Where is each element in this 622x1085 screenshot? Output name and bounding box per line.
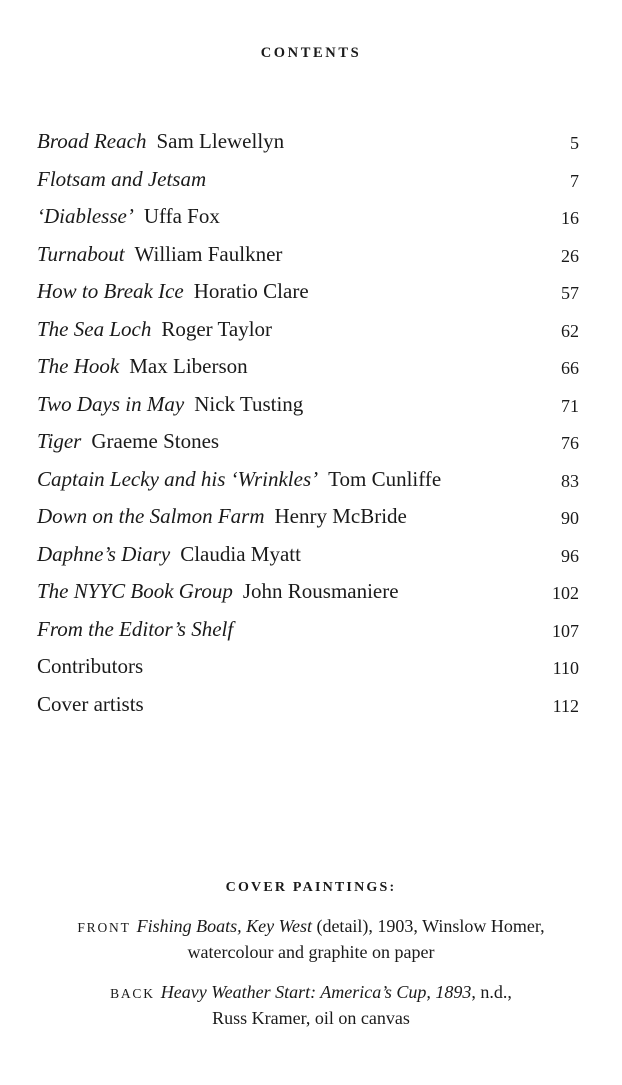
toc-entry[interactable] — [37, 500, 579, 538]
toc-entry[interactable] — [37, 350, 579, 388]
entry-author: Horatio Clare — [193, 279, 309, 303]
cover-paintings-heading: COVER PAINTINGS: — [225, 880, 397, 895]
entry-title: Tiger — [37, 429, 82, 453]
table-of-contents — [37, 125, 579, 725]
entry-page: 7 — [570, 170, 579, 191]
entry-title: Two Days in May — [37, 391, 185, 416]
entry-title: The NYYC Book Group — [37, 579, 233, 603]
entry-page: 71 — [561, 395, 579, 416]
entry-title: Daphne’s Diary — [37, 541, 171, 566]
entry-page: 110 — [552, 658, 579, 678]
entry-author: Claudia Myatt — [180, 541, 301, 566]
entry-author: Roger Taylor — [161, 316, 273, 341]
toc-entry[interactable] — [37, 613, 579, 651]
toc-entry[interactable] — [37, 238, 579, 276]
entry-page: 76 — [561, 433, 579, 453]
entry-title: Captain Lecky and his ‘Wrinkles’ — [37, 466, 319, 491]
toc-entry[interactable] — [37, 163, 579, 201]
entry-page: 90 — [561, 508, 579, 528]
entry-title: Flotsam and Jetsam — [37, 166, 207, 191]
entry-author: Contributors — [37, 654, 144, 678]
toc-entry[interactable] — [37, 463, 579, 501]
entry-title: Down on the Salmon Farm — [37, 504, 265, 528]
toc-entry[interactable] — [37, 313, 579, 351]
entry-author: Graeme Stones — [91, 429, 220, 453]
contents-heading: CONTENTS — [260, 45, 362, 61]
toc-entry[interactable] — [37, 425, 579, 463]
entry-author: Cover artists — [37, 691, 144, 716]
entry-page: 96 — [561, 545, 579, 566]
entry-page: 112 — [552, 695, 579, 716]
back-credit-line-1 — [0, 980, 622, 1006]
back-credit-details: , n.d., — [471, 982, 512, 1002]
entry-page: 66 — [561, 358, 579, 378]
toc-entry[interactable] — [37, 688, 579, 726]
entry-page: 26 — [561, 245, 579, 266]
back-painting-title: Heavy Weather Start: America’s Cup, 1893 — [160, 982, 472, 1002]
entry-author: Uffa Fox — [143, 204, 220, 228]
entry-title: The Hook — [37, 354, 120, 378]
front-cover-credit — [0, 914, 622, 964]
entry-page: 16 — [561, 208, 579, 228]
entry-title: Turnabout — [37, 241, 125, 266]
entry-author: Max Liberson — [129, 354, 248, 378]
back-credit-line-2: Russ Kramer, oil on canvas — [212, 1008, 410, 1028]
toc-entry[interactable] — [37, 275, 579, 313]
entry-author: Sam Llewellyn — [156, 129, 285, 153]
front-credit-details: (detail), 1903, Winslow Homer, — [311, 916, 545, 936]
entry-page: 5 — [570, 133, 579, 153]
toc-entry[interactable] — [37, 575, 579, 613]
front-label: FRONT — [77, 920, 131, 935]
front-credit-line-1 — [0, 914, 622, 940]
entry-title: ‘Diablesse’ — [37, 204, 134, 228]
entry-page: 62 — [561, 320, 579, 341]
toc-entry[interactable] — [37, 650, 579, 688]
entry-author: Nick Tusting — [194, 391, 304, 416]
back-label: BACK — [110, 986, 155, 1001]
toc-entry[interactable] — [37, 388, 579, 426]
entry-page: 102 — [552, 583, 579, 603]
toc-entry[interactable] — [37, 538, 579, 576]
toc-entry[interactable] — [37, 200, 579, 238]
entry-title: Broad Reach — [37, 129, 147, 153]
toc-entry[interactable] — [37, 125, 579, 163]
entry-page: 83 — [561, 470, 579, 491]
entry-author: William Faulkner — [134, 241, 283, 266]
entry-page: 107 — [552, 620, 579, 641]
back-cover-credit — [0, 980, 622, 1030]
entry-page: 57 — [561, 283, 579, 303]
entry-author: John Rousmaniere — [242, 579, 399, 603]
front-credit-line-2: watercolour and graphite on paper — [187, 942, 435, 962]
entry-title: From the Editor’s Shelf — [37, 616, 234, 641]
entry-title: How to Break Ice — [37, 279, 184, 303]
entry-title: The Sea Loch — [37, 316, 152, 341]
entry-author: Tom Cunliffe — [328, 466, 442, 491]
front-painting-title: Fishing Boats, Key West — [136, 916, 312, 936]
entry-author: Henry McBride — [274, 504, 407, 528]
